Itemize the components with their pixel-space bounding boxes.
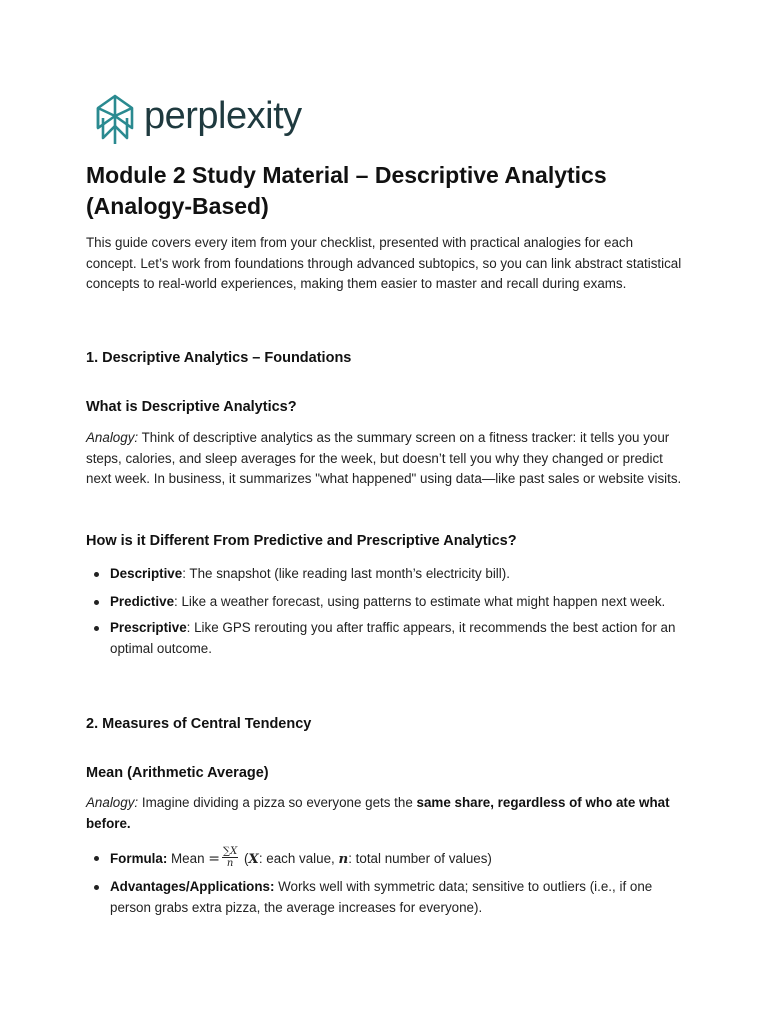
- formula-end: : total number of values): [348, 851, 492, 867]
- advantages-label: Advantages/Applications:: [110, 879, 275, 894]
- analogy-text: Imagine dividing a pizza so everyone gets the: [138, 795, 417, 810]
- what-is-analogy-paragraph: [86, 428, 686, 490]
- list-item-text: : Like GPS rerouting you after traffic appears, it recommends the best action for an optimal outcome.: [110, 620, 676, 656]
- formula-equals: =: [208, 851, 220, 868]
- logo-wordmark: perplexity: [144, 94, 302, 137]
- advantages-item: [86, 877, 686, 918]
- list-item-term: Descriptive: [110, 566, 183, 581]
- formula-label: Formula:: [110, 851, 168, 867]
- intro-paragraph: This guide covers every item from your checklist, presented with practical analogies for each concept. Let’s work from foundations through advanced subtopics, so you can link abstract statistical concepts to real-world experiences, making them easier to master and recall during exams.: [86, 235, 682, 291]
- mean-heading: Mean (Arithmetic Average): [86, 765, 269, 781]
- perplexity-logo: [94, 94, 302, 146]
- analogy-label: Analogy:: [86, 795, 139, 810]
- variable-x: X: [248, 851, 259, 868]
- perplexity-mark-icon: [94, 94, 136, 146]
- list-item: [86, 592, 686, 613]
- formula-prefix: Mean: [167, 851, 209, 867]
- what-is-heading: What is Descriptive Analytics?: [86, 399, 297, 415]
- analogy-text: Think of descriptive analytics as the summary screen on a fitness tracker: it tells you your steps, calories, and sleep averages for the week, but doesn’t tell you why they changed or predict next week. In business, it summarizes "what happened" using data—like past sales or website visits.: [86, 430, 682, 486]
- bullet-icon: [94, 626, 99, 631]
- difference-heading: How is it Different From Predictive and Prescriptive Analytics?: [86, 533, 517, 549]
- list-item: [86, 618, 686, 659]
- analogy-emphasis: same share, regardless of who ate what before.: [86, 795, 670, 831]
- mean-analogy-paragraph: [86, 793, 686, 834]
- advantages-text: Works well with symmetric data; sensitive to outliers (i.e., if one person grabs extra pizza, the average increases for everyone).: [110, 879, 653, 915]
- bullet-icon: [94, 600, 99, 605]
- list-item: [86, 564, 686, 585]
- formula-paren: (: [240, 851, 249, 867]
- list-item-text: : The snapshot (like reading last month’s electricity bill).: [182, 566, 510, 581]
- formula-mid: : each value,: [258, 851, 339, 867]
- bullet-icon: [94, 572, 99, 577]
- list-item-term: Prescriptive: [110, 620, 187, 635]
- list-item-text: : Like a weather forecast, using patterns to estimate what might happen next week.: [174, 593, 666, 609]
- bullet-icon: [94, 856, 99, 861]
- fraction-numerator: ∑X: [222, 846, 238, 857]
- section-2-heading: 2. Measures of Central Tendency: [86, 716, 312, 732]
- analytics-types-list: [86, 564, 686, 659]
- variable-n: n: [338, 851, 349, 868]
- fraction-denominator: n: [226, 858, 234, 869]
- mean-fraction: [222, 846, 238, 869]
- mean-details-list: [86, 848, 686, 918]
- analogy-label: Analogy:: [86, 430, 139, 445]
- page-title: Module 2 Study Material – Descriptive Analytics (Analogy-Based): [86, 162, 607, 219]
- list-item-term: Predictive: [110, 593, 175, 609]
- section-1-heading: 1. Descriptive Analytics – Foundations: [86, 350, 352, 366]
- formula-item: [86, 848, 686, 871]
- bullet-icon: [94, 885, 99, 890]
